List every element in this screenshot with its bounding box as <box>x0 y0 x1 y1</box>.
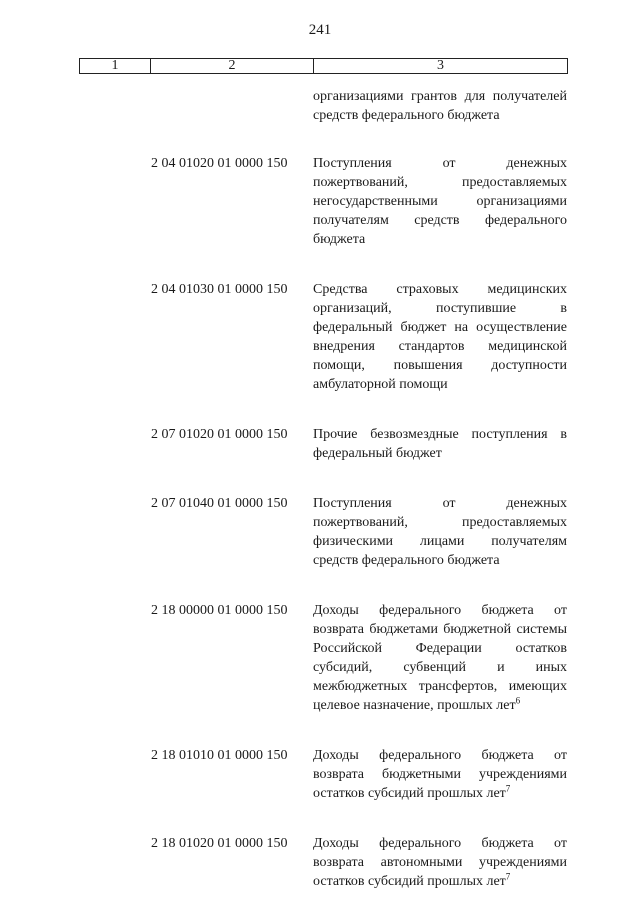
page-number: 241 <box>308 22 332 38</box>
column-header-3: 3 <box>437 58 444 73</box>
row-description <box>313 154 567 249</box>
row-description <box>313 494 567 570</box>
row-code: 2 18 01010 01 0000 150 <box>151 748 288 763</box>
row-code: 2 18 00000 01 0000 150 <box>151 603 288 618</box>
row-description <box>313 746 567 803</box>
table-row <box>0 601 640 715</box>
row-code: 2 07 01020 01 0000 150 <box>151 427 288 442</box>
row-description <box>313 280 567 394</box>
row-description-text: Поступления от денежных пожертвований, предоставляемых физическими лицами получателям средств федерального бюджета <box>313 496 567 568</box>
footnote-marker: 7 <box>505 783 511 794</box>
row-description: организациями грантов для получателей средств федерального бюджета <box>313 89 567 123</box>
row-code: 2 04 01020 01 0000 150 <box>151 156 288 171</box>
table-row <box>0 834 640 891</box>
row-description-text: Поступления от денежных пожертвований, предоставляемых негосударственными организациями получателям средств федерального бюджета <box>313 156 567 247</box>
row-description-text: Средства страховых медицинских организаций, поступившие в федеральный бюджет на осуществление внедрения стандартов медицинской помощи, повышения доступности амбулаторной помощи <box>313 282 567 392</box>
row-description-text: Доходы федерального бюджета от возврата бюджетами бюджетной системы Российской Федерации остатков субсидий, субвенций и иных межбюджетных трансфертов, имеющих целевое назначение, прошлых лет <box>313 603 567 713</box>
footnote-marker: 6 <box>515 695 521 706</box>
footnote-marker: 7 <box>505 871 511 882</box>
continuation-row <box>0 87 640 125</box>
column-header-1: 1 <box>80 59 151 73</box>
row-description <box>313 425 567 463</box>
row-description <box>313 834 567 891</box>
row-description <box>313 601 567 715</box>
table-row <box>0 494 640 570</box>
row-description-text: Прочие безвозмездные поступления в федеральный бюджет <box>313 427 567 461</box>
row-description-text: Доходы федерального бюджета от возврата автономными учреждениями остатков субсидий прошлых лет <box>313 836 567 889</box>
row-code: 2 07 01040 01 0000 150 <box>151 496 288 511</box>
table-row <box>0 154 640 249</box>
column-header-row <box>79 58 568 74</box>
row-code: 2 18 01020 01 0000 150 <box>151 836 288 851</box>
row-code: 2 04 01030 01 0000 150 <box>151 282 288 297</box>
table-body <box>0 87 640 922</box>
column-header-2: 2 <box>151 59 314 73</box>
table-row <box>0 280 640 394</box>
table-row <box>0 746 640 803</box>
row-description-text: Доходы федерального бюджета от возврата бюджетными учреждениями остатков субсидий прошлых лет <box>313 748 567 801</box>
table-row <box>0 425 640 463</box>
